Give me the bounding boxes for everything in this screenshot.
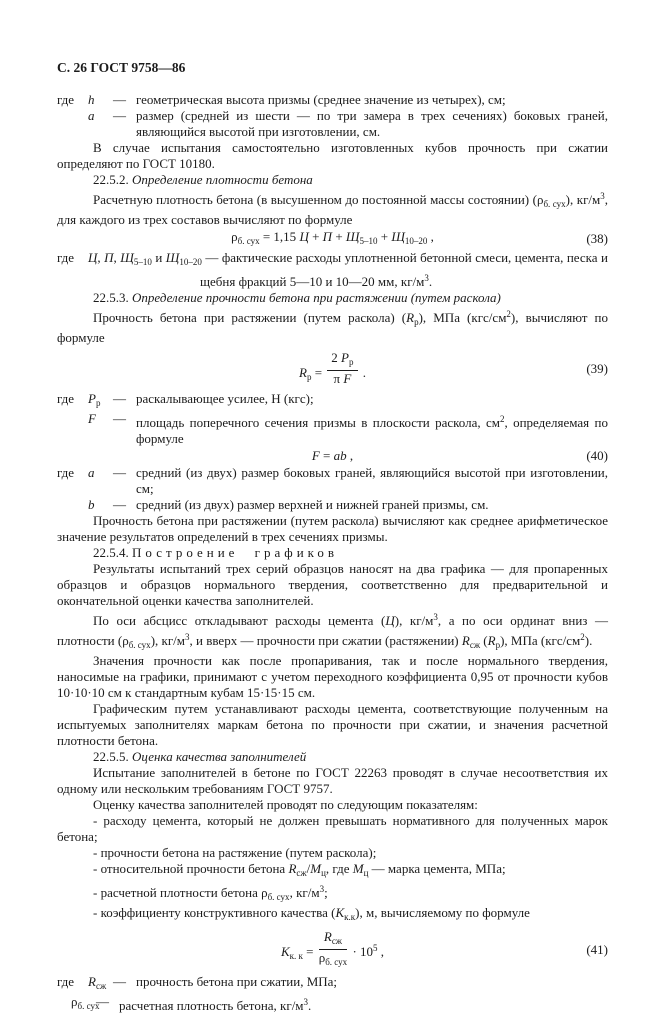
formula-39 — [57, 351, 608, 386]
heading-22-5-5: 22.5.5. Оценка качества заполнителей — [93, 749, 307, 764]
formula-tail: . — [359, 365, 366, 381]
formula-number: (39) — [586, 360, 608, 376]
fraction-numerator: $R_{сж}$ — [319, 930, 347, 950]
heading-22-5-2: 22.5.2. Определение плотности бетона — [93, 172, 313, 187]
where-label — [57, 994, 71, 1014]
dash: — — [113, 92, 126, 107]
definition-text: геометрическая высота призмы (среднее значение из четырех), см; — [136, 92, 506, 107]
fraction — [327, 351, 357, 386]
formula-38 — [57, 229, 608, 249]
symbol: F — [88, 411, 96, 426]
definition-text: площадь поперечного сечения призмы в плоскости раскола, $см^2$, определяемая по формуле — [136, 414, 608, 446]
dash: — — [113, 108, 126, 123]
definition-text: прочность бетона при сжатии, МПа; — [136, 974, 338, 989]
dash: — — [96, 994, 109, 1009]
fraction-denominator: $\rho_{б. сух}$ — [318, 950, 348, 967]
symbol: a — [88, 465, 95, 480]
symbol: $R_{сж}$ — [88, 974, 107, 991]
def-row-a — [57, 465, 608, 497]
dash: — — [113, 497, 126, 512]
list-item-structural-quality: - коэффициенту конструктивного качества $(K_{к.к})$, м, вычисляемому по формуле — [93, 905, 530, 922]
dash: — — [113, 391, 126, 406]
fraction-denominator: π F — [333, 371, 352, 386]
where-label: где — [57, 391, 75, 406]
formula-number: (40) — [586, 448, 608, 463]
paragraph-tensile-strength: Прочность бетона при растяжении (путем раскола) $(R_р)$, МПа $(кгс/см^2)$, вычисляют по формуле — [57, 309, 608, 345]
dash: — — [113, 411, 126, 426]
formula-left: $R_р$ = — [299, 365, 326, 383]
definition-text: средний (из двух) размер боковых граней, являющийся высотой при изготовлении, см; — [136, 465, 608, 496]
formula-40 — [57, 448, 608, 464]
list-item-density: - расчетной плотности бетона $\rho_{б. сух}$, $кг/м^3$; — [93, 884, 328, 902]
symbol: $P_р$ — [88, 391, 101, 408]
paragraph-graphs-results: Результаты испытаний трех серий образцов наносят на два графика — для пропаренных образцов и образцов нормального твердения, соответственно для предварительной и окончательной оценки качества заполнителей. — [57, 561, 608, 608]
paragraph-mean-value: Прочность бетона при растяжении (путем раскола) вычисляют как среднее арифметическое значение результатов определений в трех сечениях призмы. — [57, 513, 608, 544]
def-row-b — [57, 497, 608, 513]
paragraph-axes: По оси абсцисс откладывают расходы цемента (Ц), $кг/м^3$, а по оси ординат вниз — плотности $(\rho_{б. сух})$, $кг/м^3$, и вверх — прочности при сжатии (растяжении) $R_{сж}$ $(R_р)$, МПа $(кгс/см^2)$. — [57, 612, 608, 650]
fraction — [319, 930, 347, 969]
formula-41 — [57, 930, 608, 969]
definition-text: размер (средней из шести — по три замера в трех сечениях) боковых граней, являющийся высотой при изготовлении, см. — [136, 108, 608, 139]
where-label — [57, 497, 88, 513]
where-label: где — [57, 465, 75, 480]
def-row-consumptions — [57, 250, 608, 290]
formula-tail: · $10^5$ , — [349, 943, 385, 960]
dash: — — [113, 974, 126, 989]
def-row-a-size — [57, 108, 608, 140]
formula-body: F = ab , — [311, 448, 354, 463]
paragraph-transition-coefficient: Значения прочности как после пропаривания, так и после нормального твердения, наносимые на графики, принимают с учетом переходного коэффициента 0,95 от прочности кубов 10·10·10 см к стандартным кубам 15·15·15 см. — [57, 653, 608, 700]
paragraph-cube-testing: В случае испытания самостоятельно изготовленных кубов прочность при сжатии определяют по ГОСТ 10180. — [57, 140, 608, 171]
fraction-numerator: 2 $P_р$ — [327, 351, 357, 371]
where-label — [57, 108, 88, 140]
page-header: С. 26 ГОСТ 9758—86 — [57, 60, 186, 75]
definition-text: средний (из двух) размер верхней и нижней граней призмы, см. — [136, 497, 489, 512]
def-row-rho — [57, 994, 608, 1014]
where-label: где — [57, 250, 75, 265]
paragraph-gost-22263: Испытание заполнителей в бетоне по ГОСТ 22263 проводят в случае несоответствия их одному или нескольким требованиям ГОСТ 9757. — [57, 765, 608, 796]
list-item-cement: - расходу цемента, который не должен превышать нормативного для полученных марок бетона; — [57, 813, 608, 844]
dash: — — [113, 465, 126, 480]
paragraph-quality-criteria: Оценку качества заполнителей проводят по следующим показателям: — [93, 797, 478, 812]
list-item-tensile: - прочности бетона на растяжение (путем раскола); — [93, 845, 377, 860]
definition-text: раскалывающее усилее, Н (кгс); — [136, 391, 314, 406]
where-label — [57, 411, 88, 447]
definition-text: Ц, П, $Щ_{5-10}$ и $Щ_{10-20}$ — фактические расходы уплотненной бетонной смеси, цемента, песка и щебня фракций 5—10 и 10—20 мм, $кг/м^3$. — [88, 250, 608, 289]
where-label: где — [57, 974, 75, 989]
definition-text: расчетная плотность бетона, $кг/м^3$. — [119, 997, 312, 1013]
paragraph-density-calc: Расчетную плотность бетона (в высушенном до постоянной массы состоянии) $(\rho_{б. сух})$, $кг/м^3$, для каждого из трех составов вычисляют по формуле — [57, 191, 608, 227]
formula-number: (38) — [586, 231, 608, 246]
formula-body — [280, 929, 385, 967]
def-row-pp — [57, 391, 608, 411]
symbol: $\rho_{б. сух}$ — [71, 994, 100, 1011]
heading-22-5-3: 22.5.3. Определение прочности бетона при растяжении (путем раскола) — [93, 290, 501, 305]
symbol: h — [88, 92, 95, 107]
symbol: а — [88, 108, 95, 123]
def-row-f — [57, 411, 608, 447]
formula-left: $K_{к. к}$ = — [280, 944, 317, 962]
def-row-h — [57, 92, 608, 108]
symbol: b — [88, 497, 95, 512]
def-row-rsg — [57, 974, 608, 994]
formula-number: (41) — [586, 941, 608, 957]
paragraph-graphic-method: Графическим путем устанавливают расходы цемента, соответствующие полученным на испытуемых заполнителях маркам бетона по прочности при сжатии, и значения расчетной плотности бетона. — [57, 701, 608, 748]
heading-22-5-4: 22.5.4. Построение графиков — [93, 545, 338, 560]
where-label: где — [57, 92, 75, 107]
formula-body — [299, 350, 366, 386]
formula-body: $\rho_{б. сух} = 1,15$ $Ц + П + Щ_{5-10} + Щ_{10-20}$ , — [231, 229, 434, 246]
list-item-relative-strength: - относительной прочности бетона $R_{сж}/M_ц$, где $M_ц$ — марка цемента, МПа; — [93, 861, 506, 878]
